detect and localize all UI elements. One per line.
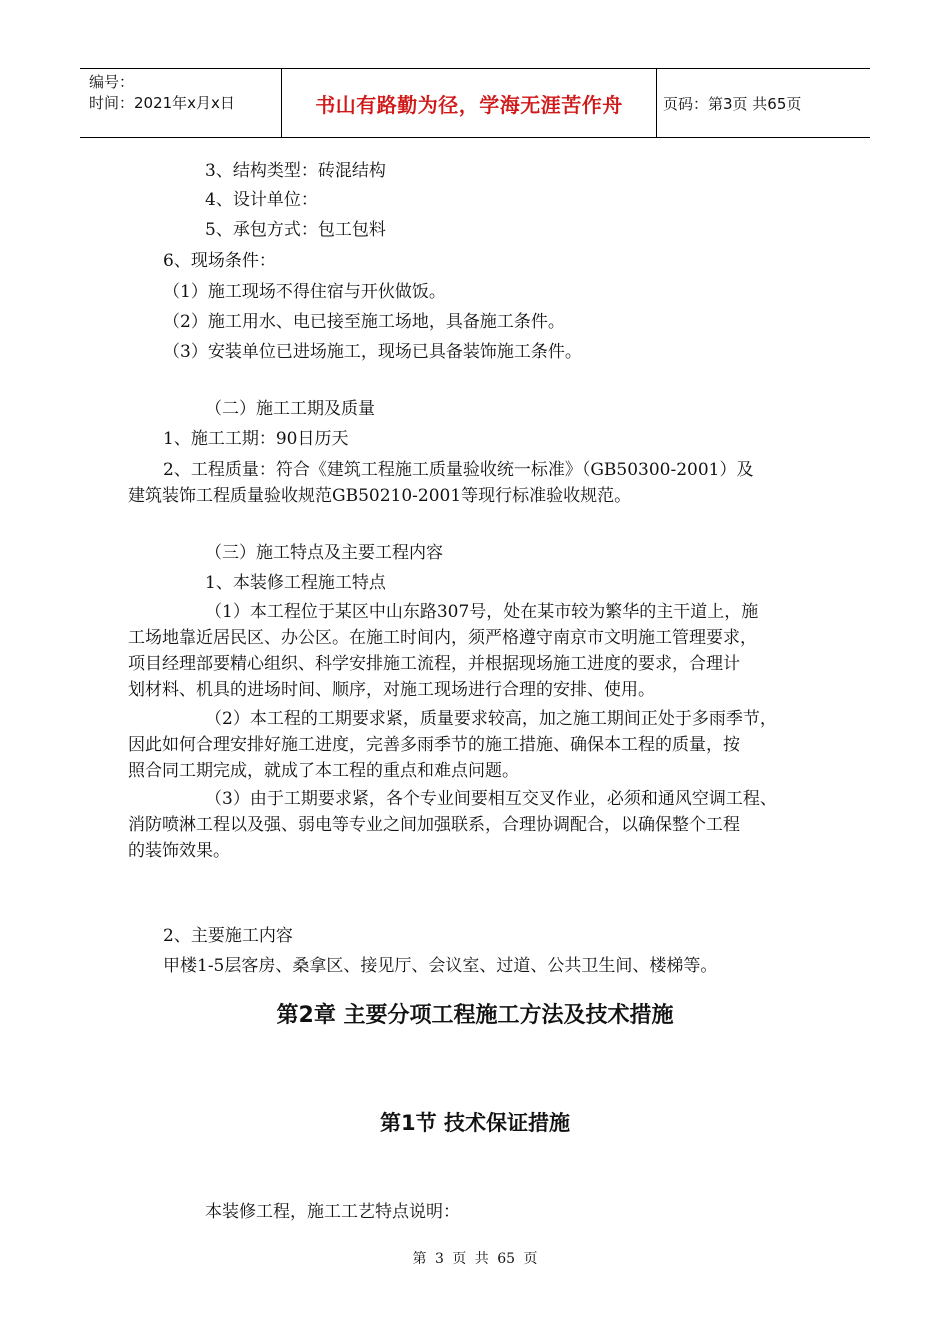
feature-paragraph-1-line-2: 工场地靠近居民区、办公区。在施工时间内，须严格遵守南京市文明施工管理要求， — [128, 628, 757, 648]
header-motto-cell — [282, 69, 657, 137]
chapter-title: 第2章 主要分项工程施工方法及技术措施 — [276, 1003, 674, 1028]
process-intro-line: 本装修工程，施工工艺特点说明： — [205, 1202, 460, 1222]
feature-paragraph-3-line-1: （3）由于工期要求紧，各个专业间要相互交叉作业，必须和通风空调工程、 — [205, 789, 777, 809]
main-content-heading: 2、主要施工内容 — [163, 926, 293, 946]
design-unit-line: 4、设计单位： — [205, 190, 318, 210]
feature-paragraph-3-line-2: 消防喷淋工程以及强、弱电等专业之间加强联系，合理协调配合，以确保整个工程 — [128, 815, 740, 835]
structure-type-line: 3、结构类型：砖混结构 — [205, 161, 386, 181]
feature-paragraph-2-line-2: 因此如何合理安排好施工进度，完善多雨季节的施工措施、确保本工程的质量，按 — [128, 735, 740, 755]
site-conditions-heading: 6、现场条件： — [163, 251, 276, 271]
feature-paragraph-1-line-3: 项目经理部要精心组织、科学安排施工流程，并根据现场施工进度的要求，合理计 — [128, 654, 740, 674]
schedule-line: 1、施工工期：90日历天 — [163, 429, 349, 449]
section-title: 第1节 技术保证措施 — [380, 1111, 570, 1135]
page-footer: 第 3 页 共 65 页 — [412, 1251, 538, 1267]
feature-paragraph-1-line-4: 划材料、机具的进场时间、顺序，对施工现场进行合理的安排、使用。 — [128, 680, 655, 700]
main-content-line: 甲楼1-5层客房、桑拿区、接见厅、会议室、过道、公共卫生间、楼梯等。 — [163, 956, 718, 976]
quality-line-continued: 建筑装饰工程质量验收规范GB50210-2001等现行标准验收规范。 — [128, 486, 632, 506]
feature-paragraph-3-line-3: 的装饰效果。 — [128, 841, 230, 861]
site-condition-item-1: （1）施工现场不得住宿与开伙做饭。 — [163, 282, 446, 302]
features-heading: （三）施工特点及主要工程内容 — [205, 543, 443, 563]
feature-paragraph-2-line-3: 照合同工期完成，就成了本工程的重点和难点问题。 — [128, 761, 519, 781]
site-condition-item-2: （2）施工用水、电已接至施工场地，具备施工条件。 — [163, 312, 565, 332]
header-meta — [80, 69, 282, 137]
header-motto: 书山有路勤为径，学海无涯苦作舟 — [315, 92, 623, 117]
header-page-number: 页码：第3页 共65页 — [663, 94, 802, 113]
contract-method-line: 5、承包方式：包工包料 — [205, 220, 386, 240]
feature-paragraph-1-line-1: （1）本工程位于某区中山东路307号，处在某市较为繁华的主干道上，施 — [205, 602, 759, 622]
page-header — [80, 68, 870, 138]
site-condition-item-3: （3）安装单位已进场施工，现场已具备装饰施工条件。 — [163, 342, 582, 362]
features-subheading: 1、本装修工程施工特点 — [205, 573, 386, 593]
document-number-label: 编号： — [89, 73, 135, 91]
quality-line: 2、工程质量：符合《建筑工程施工质量验收统一标准》（GB50300-2001）及 — [163, 460, 754, 480]
feature-paragraph-2-line-1: （2）本工程的工期要求紧，质量要求较高，加之施工期间正处于多雨季节， — [205, 709, 777, 729]
document-date-label: 时间：2021年x月x日 — [89, 94, 235, 112]
schedule-quality-heading: （二）施工工期及质量 — [205, 399, 375, 419]
header-page-cell — [657, 69, 870, 137]
